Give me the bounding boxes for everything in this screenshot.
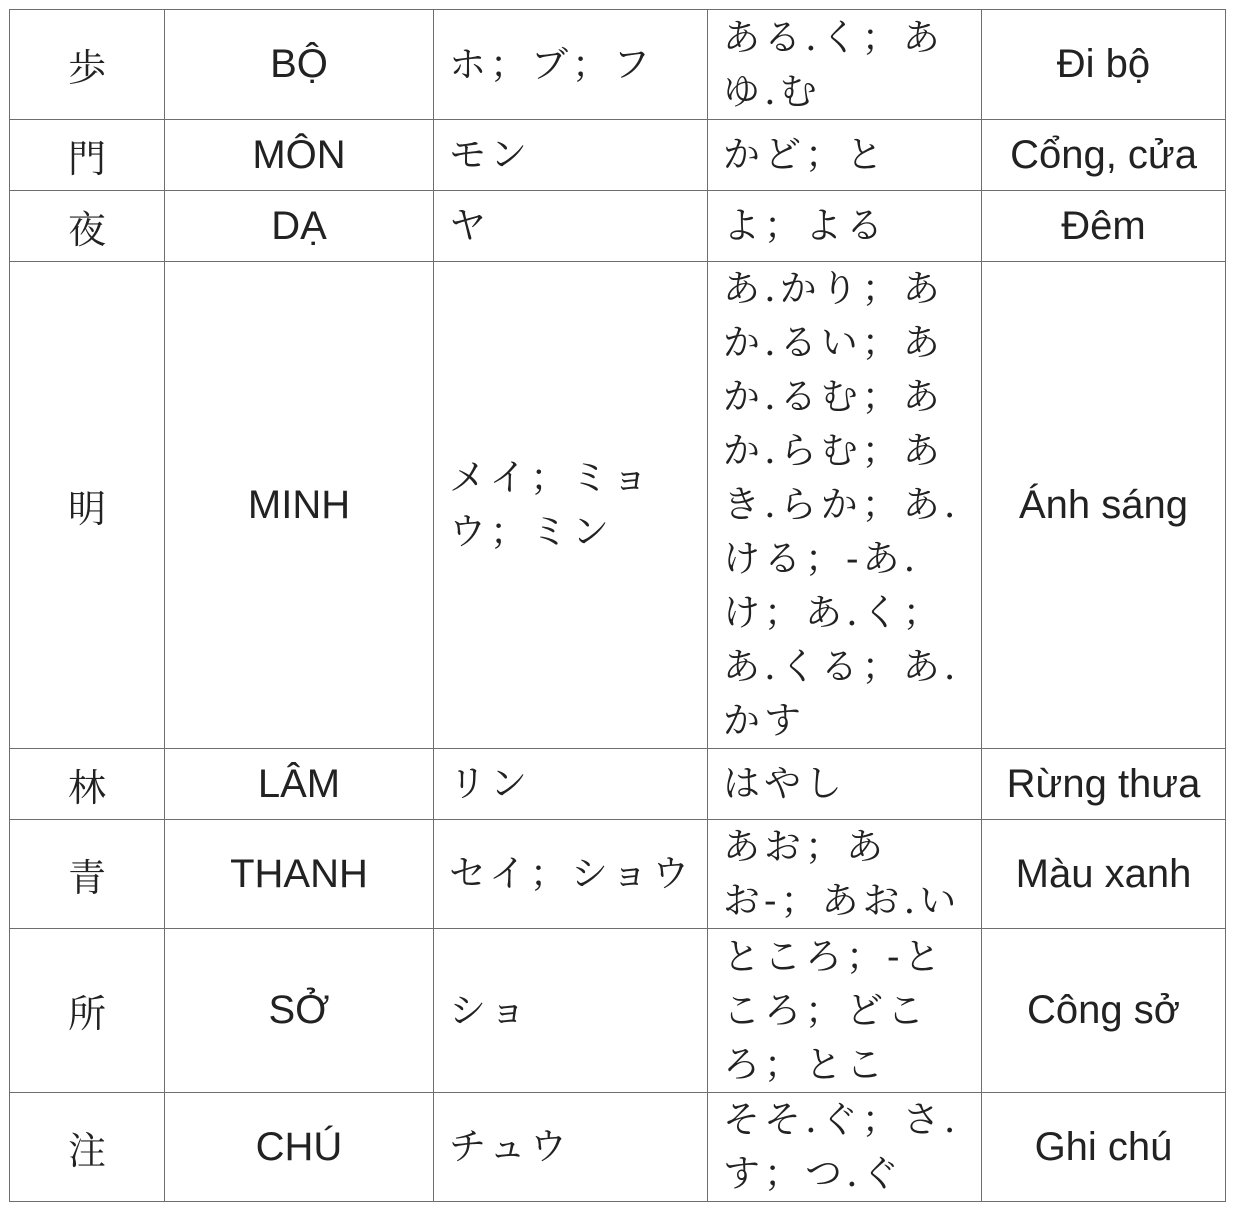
hanviet-cell: CHÚ: [165, 1093, 434, 1202]
meaning-cell: Đêm: [982, 191, 1226, 262]
hanviet-cell: MINH: [165, 262, 434, 749]
kunyomi-cell: よ；よる: [708, 191, 982, 262]
onyomi-cell: メイ；ミョウ；ミン: [434, 262, 708, 749]
kanji-cell: 注: [10, 1093, 165, 1202]
kunyomi-cell: ところ；-ところ；どころ；とこ: [708, 929, 982, 1093]
hanviet-cell: MÔN: [165, 120, 434, 191]
meaning-cell: Đi bộ: [982, 10, 1226, 120]
onyomi-cell: モン: [434, 120, 708, 191]
onyomi-cell: ホ；ブ；フ: [434, 10, 708, 120]
table-row: [10, 262, 1226, 749]
meaning-cell: Ánh sáng: [982, 262, 1226, 749]
onyomi-cell: リン: [434, 749, 708, 820]
hanviet-cell: DẠ: [165, 191, 434, 262]
kanji-cell: 明: [10, 262, 165, 749]
onyomi-cell: チュウ: [434, 1093, 708, 1202]
kunyomi-cell: そそ.ぐ；さ.す；つ.ぐ: [708, 1093, 982, 1202]
hanviet-cell: SỞ: [165, 929, 434, 1093]
kunyomi-cell: はやし: [708, 749, 982, 820]
kunyomi-cell: ある.く；あゆ.む: [708, 10, 982, 120]
hanviet-cell: LÂM: [165, 749, 434, 820]
table-row: [10, 820, 1226, 929]
table-row: [10, 10, 1226, 120]
kanji-cell: 青: [10, 820, 165, 929]
kanji-cell: 歩: [10, 10, 165, 120]
table-row: [10, 929, 1226, 1093]
kanji-cell: 林: [10, 749, 165, 820]
hanviet-cell: THANH: [165, 820, 434, 929]
meaning-cell: Màu xanh: [982, 820, 1226, 929]
kunyomi-cell: あ.かり；あか.るい；あか.るむ；あか.らむ；あき.らか；あ.ける；-あ.け；あ.く；あ.くる；あ.かす: [708, 262, 982, 749]
kanji-cell: 門: [10, 120, 165, 191]
table-row: [10, 749, 1226, 820]
kunyomi-cell: かど；と: [708, 120, 982, 191]
table-row: [10, 120, 1226, 191]
kanji-cell: 所: [10, 929, 165, 1093]
kunyomi-cell: あお；あお-；あお.い: [708, 820, 982, 929]
table-row: [10, 1093, 1226, 1202]
meaning-cell: Công sở: [982, 929, 1226, 1093]
onyomi-cell: セイ；ショウ: [434, 820, 708, 929]
kanji-table: [9, 9, 1226, 1202]
meaning-cell: Rừng thưa: [982, 749, 1226, 820]
table-row: [10, 191, 1226, 262]
hanviet-cell: BỘ: [165, 10, 434, 120]
kanji-cell: 夜: [10, 191, 165, 262]
onyomi-cell: ショ: [434, 929, 708, 1093]
meaning-cell: Cổng, cửa: [982, 120, 1226, 191]
meaning-cell: Ghi chú: [982, 1093, 1226, 1202]
onyomi-cell: ヤ: [434, 191, 708, 262]
